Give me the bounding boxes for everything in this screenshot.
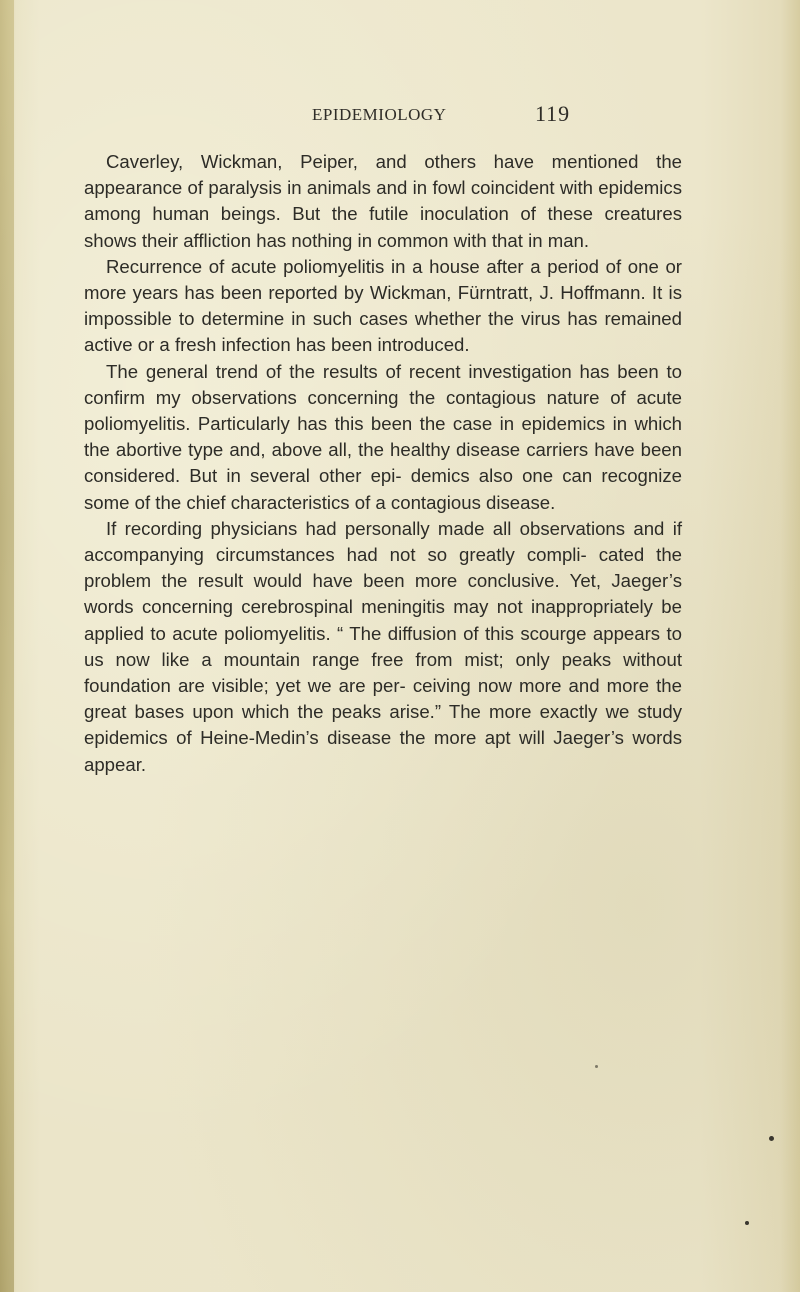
page-number: 119 bbox=[535, 101, 571, 126]
ink-speck bbox=[745, 1221, 749, 1225]
body-text bbox=[84, 149, 682, 778]
page-header bbox=[0, 101, 800, 131]
running-head: EPIDEMIOLOGY bbox=[312, 105, 447, 124]
paragraph: Recurrence of acute poliomyelitis in a house after a period of one or more years has been reported by Wickman, Fürntratt, J. Hoffmann. It is impossible to determine in such cases whether the virus has remained active or a fresh infection has been introduced. bbox=[84, 255, 682, 356]
paragraph: Caverley, Wickman, Peiper, and others have mentioned the appearance of paralysis in animals and in fowl coincident with epidemics among human beings. But the futile inoculation of these creatures shows their affliction has nothing in common with that in man. bbox=[84, 151, 682, 251]
ink-speck bbox=[595, 1065, 598, 1068]
paragraph: The general trend of the results of recent investigation has been to confirm my observations concerning the contagious nature of acute poliomyelitis. Particularly has this been the case in epidemics in which the abortive type and, above all, the healthy disease carriers have been considered. But in several other epi- demics also one can recognize some of the chief characteristics of a contagious disease. bbox=[84, 360, 682, 513]
ink-speck bbox=[769, 1136, 774, 1141]
page-edge-stain bbox=[0, 0, 14, 1292]
paragraph: If recording physicians had personally made all observations and if accompanying circumstances had not so greatly compli- cated the problem the result would have been more conclusive. Yet, Jaeger’s words concerning cerebrospinal meningitis may not inappropriately be applied to acute poliomyelitis. “ The diffusion of this scourge appears to us now like a mountain range free from mist; only peaks without foundation are visible; yet we are per- ceiving now more and more the great bases upon which the peaks arise.” The more exactly we study epidemics of Heine-Medin’s disease the more apt will Jaeger’s words appear. bbox=[84, 517, 682, 775]
